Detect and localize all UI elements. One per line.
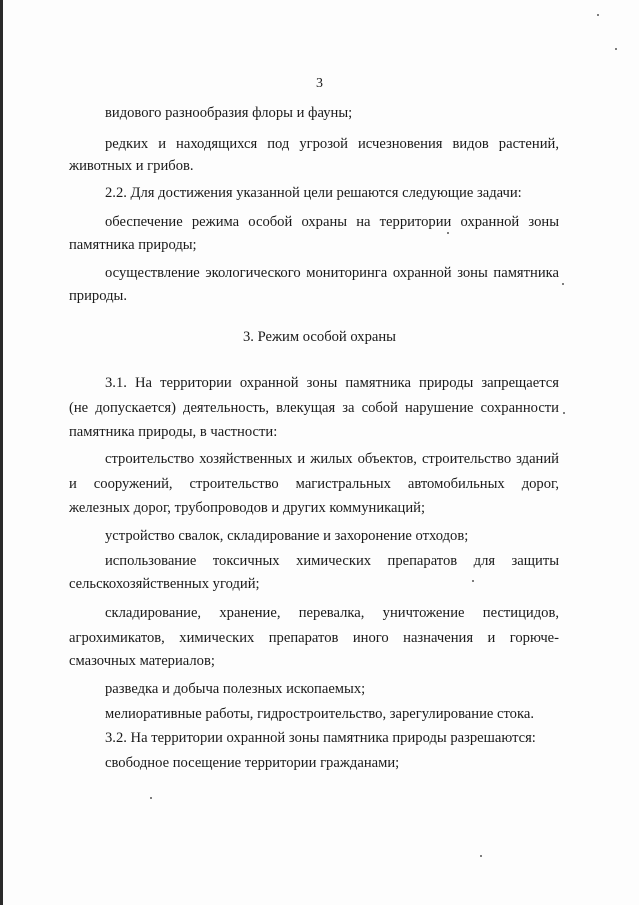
text-line: складирование, хранение, перевалка, уничтожение пестицидов, — [105, 605, 559, 621]
text-line: сельскохозяйственных угодий; — [69, 576, 260, 592]
text-line: строительство хозяйственных и жилых объектов, строительство зданий — [105, 451, 559, 467]
text-line: видового разнообразия флоры и фауны; — [105, 105, 353, 121]
scan-speck — [472, 580, 474, 582]
section-heading: 3. Режим особой охраны — [242, 329, 396, 345]
text-line: мелиоративные работы, гидростроительство, зарегулирование стока. — [105, 706, 534, 722]
scan-speck — [480, 855, 482, 857]
scan-speck — [597, 14, 599, 16]
text-line: устройство свалок, складирование и захоронение отходов; — [105, 528, 469, 544]
text-line: памятника природы; — [69, 237, 197, 253]
text-line: 2.2. Для достижения указанной цели решаются следующие задачи: — [105, 185, 522, 201]
text-line: обеспечение режима особой охраны на территории охранной зоны — [105, 214, 559, 230]
scan-speck — [447, 232, 449, 234]
text-line: агрохимикатов, химических препаратов иного назначения и горюче- — [69, 630, 559, 646]
text-line: свободное посещение территории гражданами; — [105, 755, 400, 771]
scan-edge — [0, 0, 3, 905]
text-line: осуществление экологического мониторинга охранной зоны памятника — [105, 265, 559, 281]
text-line: природы. — [69, 288, 127, 304]
scan-speck — [150, 797, 152, 799]
text-line: редких и находящихся под угрозой исчезновения видов растений, — [105, 136, 559, 152]
scan-speck — [562, 283, 564, 285]
text-line: (не допускается) деятельность, влекущая за собой нарушение сохранности — [69, 400, 559, 416]
text-line: смазочных материалов; — [69, 653, 215, 669]
text-line: использование токсичных химических препаратов для защиты — [105, 553, 559, 569]
scan-speck — [615, 48, 617, 50]
text-line: разведка и добыча полезных ископаемых; — [105, 681, 366, 697]
page-number: 3 — [316, 76, 323, 91]
text-line: памятника природы, в частности: — [69, 424, 278, 440]
text-line: и сооружений, строительство магистральных автомобильных дорог, — [69, 476, 559, 492]
text-line: 3.2. На территории охранной зоны памятника природы разрешаются: — [105, 730, 536, 746]
text-line: железных дорог, трубопроводов и других коммуникаций; — [69, 500, 426, 516]
scan-speck — [563, 412, 565, 414]
text-line: животных и грибов. — [69, 158, 194, 174]
text-line: 3.1. На территории охранной зоны памятника природы запрещается — [105, 375, 559, 391]
